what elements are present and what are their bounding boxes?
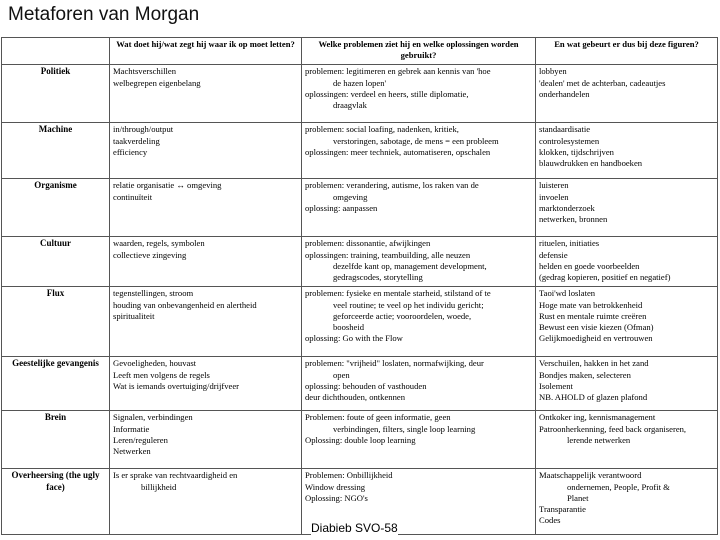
cell-line: Leeft men volgens de regels — [113, 369, 210, 380]
cell-line: Rust en mentale ruimte creëren — [539, 310, 647, 321]
cell-line: oplossingen: meer techniek, automatiseren, opschalen — [305, 146, 491, 157]
metaphor-table — [1, 37, 718, 535]
cell-line: deur dichthouden, ontkennen — [305, 392, 405, 403]
row-label: Brein — [2, 411, 110, 469]
cell-line: netwerken, bronnen — [539, 214, 608, 225]
row-cell-c3 — [536, 179, 718, 237]
cell-line: blauwdrukken en handboeken — [539, 158, 643, 169]
row-cell-c3 — [536, 411, 718, 469]
cell-line: Hoge mate van betrokkenheid — [539, 299, 643, 310]
cell-line: tegenstellingen, stroom — [113, 288, 194, 299]
row-cell-c2 — [302, 411, 536, 469]
cell-line: Isolement — [539, 380, 573, 391]
header-focus: Wat doet hij/wat zegt hij waar ik op moet letten? — [110, 38, 302, 65]
cell-line: defensie — [539, 249, 568, 260]
cell-line: lobbyen — [539, 66, 567, 77]
cell-line: onderhandelen — [539, 88, 590, 99]
cell-line: Patroonherkenning, feed back organiseren, — [539, 423, 687, 434]
cell-line: taakverdeling — [113, 135, 160, 146]
cell-line: draagvlak — [333, 100, 367, 111]
row-cell-c1 — [110, 469, 302, 535]
cell-line: problemen: legitimeren en gebrek aan kennis van 'hoe — [305, 66, 491, 77]
cell-line: oplossingen: verdeel en heers, stille diplomatie, — [305, 88, 469, 99]
cell-line: Codes — [539, 515, 561, 526]
row-cell-c2 — [302, 287, 536, 357]
header-consequences: En wat gebeurt er dus bij deze figuren? — [536, 38, 718, 65]
cell-line: controlesystemen — [539, 135, 600, 146]
row-cell-c1 — [110, 357, 302, 411]
cell-line: de hazen lopen' — [333, 77, 387, 88]
row-cell-c1 — [110, 123, 302, 179]
cell-line: NB. AHOLD of glazen plafond — [539, 392, 648, 403]
cell-line: Transparantie — [539, 504, 586, 515]
cell-line: problemen: fysieke en mentale starheid, stilstand of te — [305, 288, 491, 299]
cell-line: welbegrepen eigenbelang — [113, 77, 201, 88]
cell-line: problemen: "vrijheid" loslaten, normafwijking, deur — [305, 358, 484, 369]
cell-line: Gelijkmoedigheid en vertrouwen — [539, 333, 653, 344]
cell-line: Leren/reguleren — [113, 434, 168, 445]
row-cell-c2 — [302, 357, 536, 411]
cell-line: lerende netwerken — [567, 434, 631, 445]
cell-line: Signalen, verbindingen — [113, 412, 193, 423]
cell-line: veel routine; te veel op het individu gericht; — [333, 299, 484, 310]
row-cell-c2 — [302, 237, 536, 287]
cell-line: Problemen: Onbillijkheid — [305, 470, 393, 481]
row-cell-c3 — [536, 237, 718, 287]
table-row — [2, 179, 718, 237]
row-cell-c3 — [536, 65, 718, 123]
row-cell-c2 — [302, 123, 536, 179]
cell-line: oplossing: behouden of vasthouden — [305, 380, 427, 391]
row-label: Overheersing (the ugly face) — [2, 469, 110, 535]
cell-line: problemen: dissonantie, afwijkingen — [305, 238, 431, 249]
cell-line: relatie organisatie ↔ omgeving — [113, 180, 222, 191]
row-label: Machine — [2, 123, 110, 179]
header-label-cell — [2, 38, 110, 65]
row-cell-c1 — [110, 411, 302, 469]
cell-line: problemen: verandering, autisme, los raken van de — [305, 180, 479, 191]
page-title: Metaforen van Morgan — [8, 4, 200, 25]
cell-line: oplossing: Go with the Flow — [305, 333, 403, 344]
cell-line: verstoringen, sabotage, de mens = een probleem — [333, 135, 499, 146]
table-row — [2, 287, 718, 357]
row-cell-c1 — [110, 287, 302, 357]
row-cell-c1 — [110, 237, 302, 287]
cell-line: Taoi'wd loslaten — [539, 288, 596, 299]
table-row — [2, 65, 718, 123]
cell-line: Ontkoker ing, kennismanagement — [539, 412, 656, 423]
cell-line: Verschuilen, hakken in het zand — [539, 358, 649, 369]
cell-line: continuïteit — [113, 191, 153, 202]
cell-line: waarden, regels, symbolen — [113, 238, 205, 249]
cell-line: problemen: social loafing, nadenken, kritiek, — [305, 124, 459, 135]
cell-line: dezelfde kant op, management development, — [333, 260, 487, 271]
cell-line: efficiency — [113, 146, 148, 157]
row-cell-c2 — [302, 179, 536, 237]
table-header-row — [2, 38, 718, 65]
row-label: Geestelijke gevangenis — [2, 357, 110, 411]
cell-line: Informatie — [113, 423, 150, 434]
row-cell-c3 — [536, 287, 718, 357]
cell-line: luisteren — [539, 180, 569, 191]
cell-line: klokken, tijdschrijven — [539, 146, 614, 157]
cell-line: helden en goede voorbeelden — [539, 260, 640, 271]
cell-line: omgeving — [333, 191, 368, 202]
row-cell-c2 — [302, 65, 536, 123]
cell-line: in/through/output — [113, 124, 174, 135]
cell-line: boosheid — [333, 322, 365, 333]
row-cell-c3 — [536, 123, 718, 179]
cell-line: billijkheid — [141, 481, 177, 492]
cell-line: open — [333, 369, 350, 380]
cell-line: Window dressing — [305, 481, 366, 492]
cell-line: spiritualiteit — [113, 310, 155, 321]
cell-line: standaardisatie — [539, 124, 591, 135]
cell-line: rituelen, initiaties — [539, 238, 600, 249]
cell-line: collectieve zingeving — [113, 249, 187, 260]
row-cell-c3 — [536, 357, 718, 411]
cell-line: Is er sprake van rechtvaardigheid en — [113, 470, 238, 481]
cell-line: Netwerken — [113, 446, 151, 457]
cell-line: Bewust een visie kiezen (Ofman) — [539, 322, 654, 333]
table-row — [2, 123, 718, 179]
row-label: Flux — [2, 287, 110, 357]
cell-line: houding van onbevangenheid en alertheid — [113, 299, 257, 310]
cell-line: Maatschappelijk verantwoord — [539, 470, 642, 481]
row-cell-c3 — [536, 469, 718, 535]
cell-line: Machtsverschillen — [113, 66, 177, 77]
cell-line: Oplossing: NGO's — [305, 492, 368, 503]
cell-line: 'dealen' met de achterban, cadeautjes — [539, 77, 666, 88]
row-cell-c1 — [110, 179, 302, 237]
footer-source: Diabieb SVO-58 — [311, 521, 398, 535]
cell-line: marktonderzoek — [539, 202, 595, 213]
row-label: Politiek — [2, 65, 110, 123]
cell-line: gedragscodes, storytelling — [333, 272, 423, 283]
row-cell-c1 — [110, 65, 302, 123]
cell-line: Bondjes maken, selecteren — [539, 369, 631, 380]
row-label: Organisme — [2, 179, 110, 237]
cell-line: oplossing: aanpassen — [305, 202, 378, 213]
table-row — [2, 411, 718, 469]
cell-line: (gedrag kopieren, positief en negatief) — [539, 272, 671, 283]
cell-line: invoelen — [539, 191, 569, 202]
row-label: Cultuur — [2, 237, 110, 287]
cell-line: geforceerde actie; vooroordelen, woede, — [333, 310, 472, 321]
table-row — [2, 237, 718, 287]
cell-line: oplossingen: training, teambuilding, alle neuzen — [305, 249, 471, 260]
header-problems-solutions: Welke problemen ziet hij en welke oplossingen worden gebruikt? — [302, 38, 536, 65]
table-row — [2, 357, 718, 411]
cell-line: Wat is iemands overtuiging/drijfveer — [113, 380, 240, 391]
cell-line: ondernemen, People, Profit & — [567, 481, 670, 492]
cell-line: Gevoeligheden, houvast — [113, 358, 197, 369]
cell-line: Problemen: foute of geen informatie, geen — [305, 412, 451, 423]
cell-line: verbindingen, filters, single loop learning — [333, 423, 476, 434]
cell-line: Planet — [567, 492, 589, 503]
cell-line: Oplossing: double loop learning — [305, 434, 416, 445]
